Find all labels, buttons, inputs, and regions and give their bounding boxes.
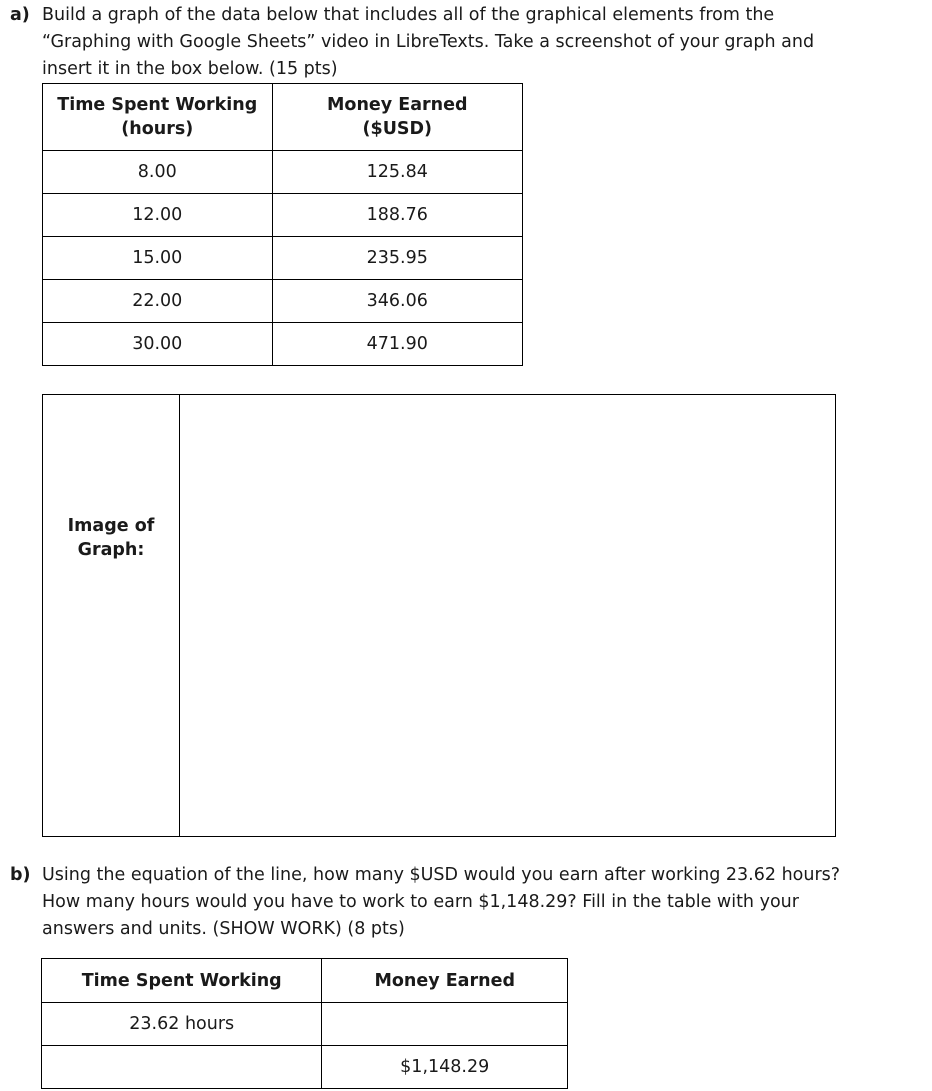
graph-label [43,514,179,562]
question-b-line: answers and units. (SHOW WORK) (8 pts) [42,919,405,939]
graph-box [42,394,836,837]
time-cell: 8.00 [43,151,273,194]
answer-time-cell[interactable] [42,1046,322,1089]
column-header-time [43,84,273,151]
table-row [42,1003,568,1046]
question-a-line: “Graphing with Google Sheets” video in LibreTexts. Take a screenshot of your graph and [42,32,815,52]
answer-time-cell[interactable]: 23.62 hours [42,1003,322,1046]
table-row [43,280,523,323]
table-row [42,1046,568,1089]
table-row [43,237,523,280]
data-table-header-row [43,84,523,151]
column-header-money-unit: ($USD) [362,119,433,139]
graph-label-line: Image of [67,516,155,536]
question-b-text [42,862,912,943]
time-cell: 22.00 [43,280,273,323]
table-row [43,323,523,366]
answer-table-header-row [42,959,568,1003]
time-cell: 12.00 [43,194,273,237]
table-row [43,194,523,237]
table-row [43,151,523,194]
answer-table [41,958,568,1089]
question-a-line: insert it in the box below. (15 pts) [42,59,338,79]
question-b-line: Using the equation of the line, how many $USD would you earn after working 23.62 hours? [42,865,841,885]
answer-header-money: Money Earned [322,959,568,1003]
time-cell: 15.00 [43,237,273,280]
question-a-label: a) [10,5,30,25]
question-b-line: How many hours would you have to work to earn $1,148.29? Fill in the table with your [42,892,799,912]
graph-label-line: Graph: [77,540,145,560]
graph-label-cell [43,395,180,836]
column-header-money [272,84,522,151]
money-cell: 346.06 [272,280,522,323]
question-b-label: b) [10,865,31,885]
answer-money-cell[interactable]: $1,148.29 [322,1046,568,1089]
question-a-line: Build a graph of the data below that includes all of the graphical elements from the [42,5,775,25]
column-header-time-unit: (hours) [121,119,194,139]
money-cell: 235.95 [272,237,522,280]
money-cell: 471.90 [272,323,522,366]
time-cell: 30.00 [43,323,273,366]
column-header-money-line: Money Earned [327,95,468,115]
data-table [42,83,523,366]
answer-money-cell[interactable] [322,1003,568,1046]
money-cell: 125.84 [272,151,522,194]
question-b [10,862,920,946]
question-a [10,2,920,86]
question-a-text [42,2,912,83]
answer-header-time: Time Spent Working [42,959,322,1003]
column-header-time-line: Time Spent Working [57,95,258,115]
money-cell: 188.76 [272,194,522,237]
graph-insert-area[interactable] [180,395,835,836]
